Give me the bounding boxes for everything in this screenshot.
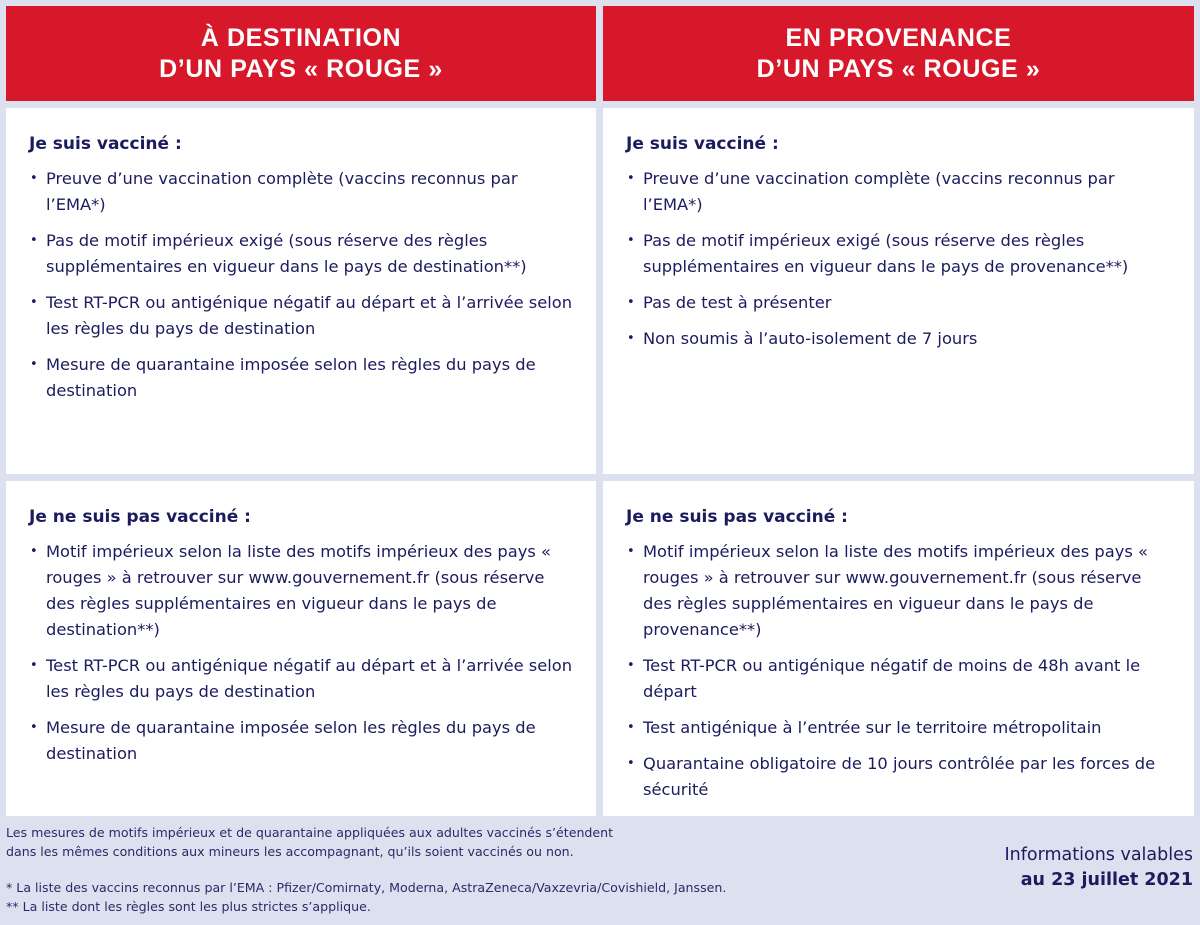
requirements-list [29, 539, 574, 767]
destination-vaccinated-panel [6, 108, 596, 474]
list-item: • Test RT-PCR ou antigénique négatif au départ et à l’arrivée selon les règles du pays de destination [29, 653, 574, 705]
header-provenance-line1: EN PROVENANCE [785, 23, 1012, 52]
bullet-icon: • [627, 331, 635, 346]
header-provenance [603, 6, 1194, 101]
validity-date: au 23 juillet 2021 [1020, 870, 1193, 890]
provenance-unvaccinated-panel [603, 481, 1194, 816]
requirements-list [626, 539, 1172, 803]
provenance-vaccinated-panel [603, 108, 1194, 474]
bullet-icon: • [627, 171, 635, 186]
panel-title: Je ne suis pas vacciné : [626, 507, 848, 527]
requirements-list [29, 166, 574, 404]
bullet-icon: • [30, 171, 38, 186]
panel-title: Je suis vacciné : [626, 134, 779, 154]
requirements-list [626, 166, 1172, 352]
footnote-strictest-rules: ** La liste dont les règles sont les plus strictes s’applique. [6, 899, 371, 914]
list-item: • Preuve d’une vaccination complète (vaccins reconnus par l’EMA*) [29, 166, 574, 218]
list-item: • Non soumis à l’auto-isolement de 7 jours [626, 326, 1172, 352]
footnote-vaccines: * La liste des vaccins reconnus par l’EMA : Pfizer/Comirnaty, Moderna, AstraZeneca/Vaxzevria/Covishield, Janssen. [6, 880, 727, 895]
panel-title: Je ne suis pas vacciné : [29, 507, 251, 527]
bullet-icon: • [30, 295, 38, 310]
header-destination [6, 6, 596, 101]
list-item: • Pas de test à présenter [626, 290, 1172, 316]
list-item: • Mesure de quarantaine imposée selon les règles du pays de destination [29, 715, 574, 767]
list-item: • Preuve d’une vaccination complète (vaccins reconnus par l’EMA*) [626, 166, 1172, 218]
list-item: • Test RT-PCR ou antigénique négatif au départ et à l’arrivée selon les règles du pays de destination [29, 290, 574, 342]
bullet-icon: • [627, 544, 635, 559]
bullet-icon: • [30, 233, 38, 248]
destination-unvaccinated-panel [6, 481, 596, 816]
bullet-icon: • [30, 658, 38, 673]
panel-title: Je suis vacciné : [29, 134, 182, 154]
validity-notice [1004, 843, 1193, 893]
header-destination-line2: D’UN PAYS « ROUGE » [159, 54, 443, 83]
bullet-icon: • [30, 357, 38, 372]
bullet-icon: • [30, 544, 38, 559]
list-item: • Motif impérieux selon la liste des motifs impérieux des pays « rouges » à retrouver sur www.gouvernement.fr (sous réserve des règles supplémentaires en vigueur dans le pays de provenance**) [626, 539, 1172, 643]
list-item: • Test antigénique à l’entrée sur le territoire métropolitain [626, 715, 1172, 741]
list-item: • Test RT-PCR ou antigénique négatif de moins de 48h avant le départ [626, 653, 1172, 705]
list-item: • Motif impérieux selon la liste des motifs impérieux des pays « rouges » à retrouver sur www.gouvernement.fr (sous réserve des règles supplémentaires en vigueur dans le pays de destination**) [29, 539, 574, 643]
header-destination-line1: À DESTINATION [200, 23, 402, 52]
list-item: • Quarantaine obligatoire de 10 jours contrôlée par les forces de sécurité [626, 751, 1172, 803]
bullet-icon: • [627, 295, 635, 310]
bullet-icon: • [627, 756, 635, 771]
footer-notes [6, 823, 906, 916]
list-item: • Pas de motif impérieux exigé (sous réserve des règles supplémentaires en vigueur dans le pays de provenance**) [626, 228, 1172, 280]
validity-label: Informations valables [1004, 845, 1193, 865]
footer-note-line: Les mesures de motifs impérieux et de quarantaine appliquées aux adultes vaccinés s’étendent [6, 825, 614, 840]
list-item: • Pas de motif impérieux exigé (sous réserve des règles supplémentaires en vigueur dans le pays de destination**) [29, 228, 574, 280]
footer-note-line: dans les mêmes conditions aux mineurs les accompagnant, qu’ils soient vaccinés ou non. [6, 844, 574, 859]
bullet-icon: • [627, 720, 635, 735]
bullet-icon: • [30, 720, 38, 735]
bullet-icon: • [627, 233, 635, 248]
list-item: • Mesure de quarantaine imposée selon les règles du pays de destination [29, 352, 574, 404]
bullet-icon: • [627, 658, 635, 673]
header-provenance-line2: D’UN PAYS « ROUGE » [756, 54, 1041, 83]
